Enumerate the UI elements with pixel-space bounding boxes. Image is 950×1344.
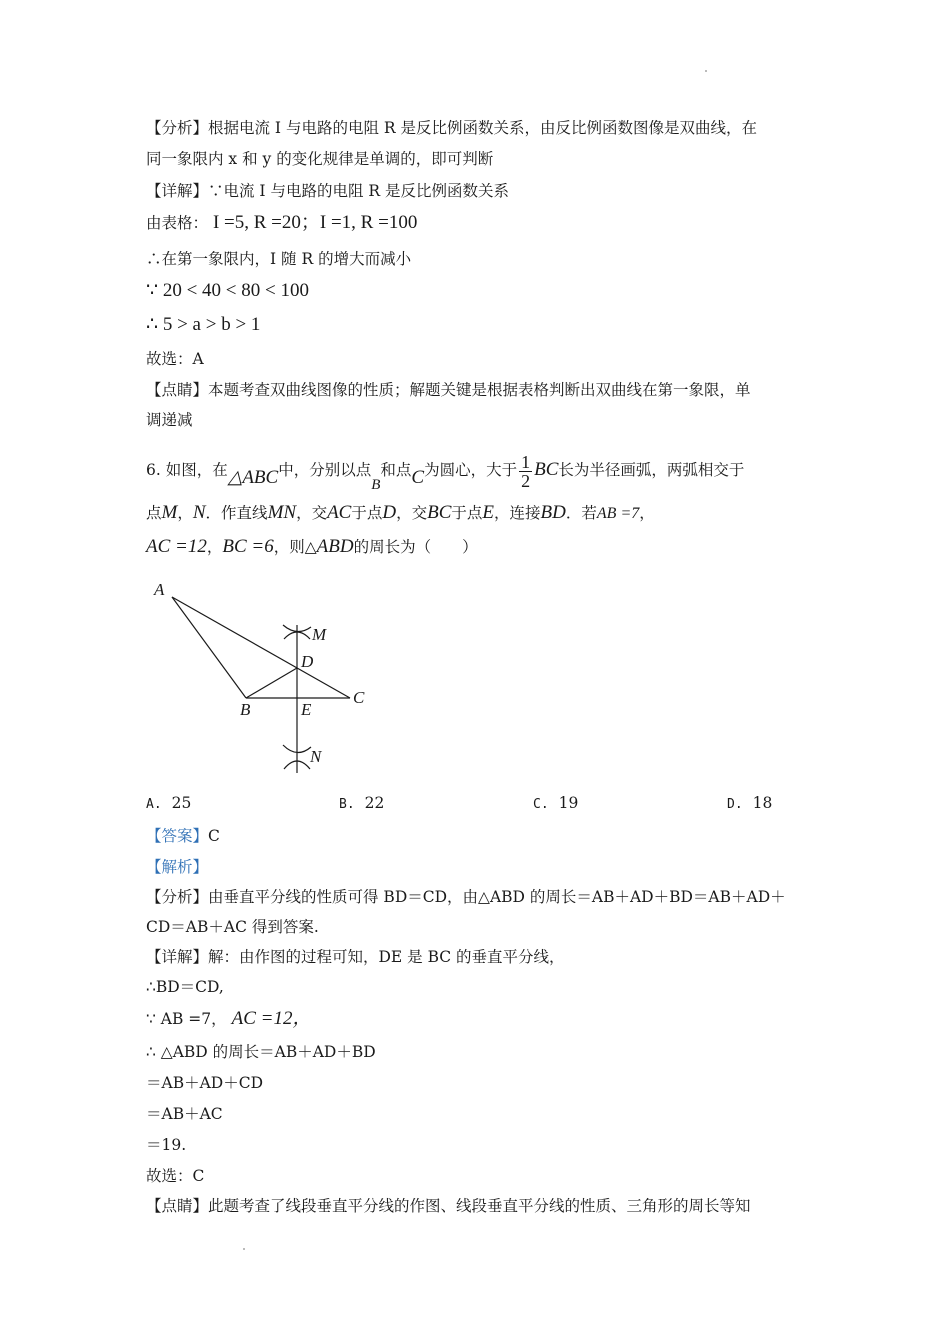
- question-6-line-1: 6. 如图，在△ABC中，分别以点B和点C为圆心，大于 $\frac{1}{2}$ BC长为半径画弧，两弧相交于: [146, 451, 745, 493]
- answer-value: C: [208, 827, 220, 845]
- geometry-figure: [140, 575, 380, 780]
- answer-line: [146, 825, 220, 847]
- choose-line: 故选：A: [146, 350, 204, 368]
- answer-tag: 【答案】: [146, 827, 209, 845]
- label-E: E: [301, 700, 312, 719]
- solution-line-10: 故选：C: [146, 1167, 205, 1185]
- option-a: A. 25: [146, 794, 192, 812]
- option-b: B. 22: [339, 794, 385, 812]
- corner-dot-top: [705, 70, 707, 72]
- label-M: M: [312, 625, 327, 644]
- solution-line-3: 【详解】解：由作图的过程可知，DE 是 BC 的垂直平分线，: [146, 948, 565, 966]
- analysis-tag: 【解析】: [146, 858, 209, 876]
- segment-AB: [172, 597, 246, 698]
- table-prefix: 由表格：: [146, 214, 209, 232]
- detail-line-1: 【详解】∵电流 I 与电路的电阻 R 是反比例函数关系: [146, 182, 510, 200]
- label-D: D: [301, 652, 314, 671]
- solution-line-11: 【点睛】此题考查了线段垂直平分线的作图、线段垂直平分线的性质、三角形的周长等知: [146, 1197, 751, 1215]
- option-c: C. 19: [533, 794, 579, 812]
- question-6-line-2: 点M，N．作直线MN，交AC于点D，交BC于点E，连接BD．若AB =7，: [146, 502, 655, 523]
- solution-line-5: ∵ AB =7， AC =12，: [146, 1008, 312, 1029]
- option-d: D. 18: [727, 794, 773, 812]
- solution-line-1: 【分析】由垂直平分线的性质可得 BD＝CD，由△ABD 的周长＝AB＋AD＋BD＝AB＋AD＋: [146, 888, 786, 906]
- analysis-line-2: 同一象限内 x 和 y 的变化规律是单调的，即可判断: [146, 150, 494, 168]
- solution-line-6: ∴ △ABD 的周长＝AB＋AD＋BD: [146, 1043, 376, 1061]
- solution-line-4: ∴BD＝CD,: [146, 978, 224, 996]
- solution-line-8: ＝AB＋AC: [146, 1105, 223, 1123]
- detail-line-5: ∴ 5 > a > b > 1: [146, 314, 261, 335]
- solution-line-7: ＝AB＋AD＋CD: [146, 1074, 263, 1092]
- label-N: N: [310, 747, 322, 766]
- label-A: A: [154, 580, 165, 599]
- question-6-line-3: AC =12，BC =6，则△ABD的周长为（ ）: [146, 536, 478, 557]
- detail-line-2: [146, 212, 417, 234]
- solution-line-2: CD＝AB＋AC 得到答案.: [146, 918, 319, 936]
- label-B: B: [240, 700, 251, 719]
- label-C: C: [353, 688, 365, 707]
- comment-line-2: 调递减: [146, 411, 193, 429]
- segment-BD: [246, 668, 297, 698]
- solution-line-9: ＝19.: [146, 1136, 187, 1154]
- table-values: I =5, R =20；I =1, R =100: [212, 212, 418, 233]
- analysis-line-1: 【分析】根据电流 I 与电路的电阻 R 是反比例函数关系，由反比例函数图像是双曲线，在: [146, 119, 758, 137]
- corner-dot-bottom: [243, 1248, 245, 1250]
- segment-AC: [172, 597, 350, 698]
- half-fraction: $\frac{1}{2}$: [521, 451, 531, 491]
- comment-line-1: 【点睛】本题考查双曲线图像的性质；解题关键是根据表格判断出双曲线在第一象限，单: [146, 381, 751, 399]
- detail-line-4: ∵ 20 < 40 < 80 < 100: [146, 280, 309, 301]
- detail-line-3: ∴在第一象限内，I 随 R 的增大而减小: [146, 250, 412, 268]
